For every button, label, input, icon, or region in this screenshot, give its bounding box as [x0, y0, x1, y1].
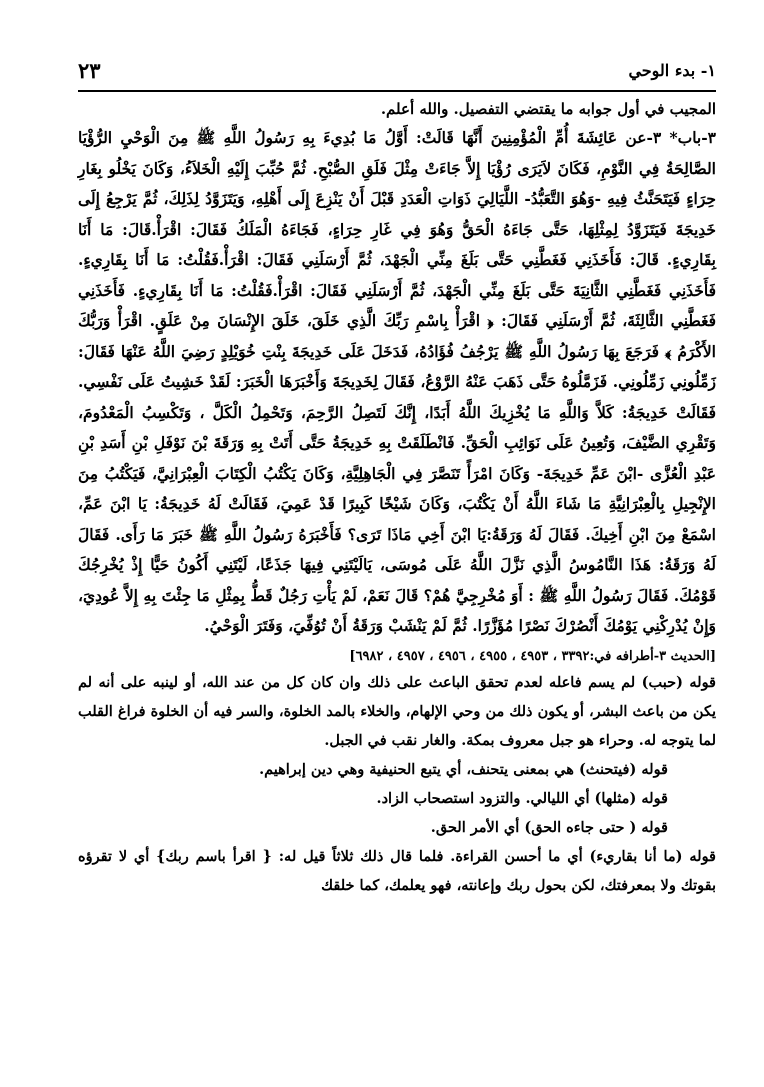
- commentary-label: قوله: [689, 847, 716, 865]
- commentary-label: قوله: [641, 760, 668, 778]
- commentary-paragraph: [78, 784, 716, 813]
- commentary-text: (مثلها) أي الليالي. والتزود استصحاب الزاد.: [376, 789, 642, 807]
- running-title: ١- بدء الوحي: [628, 60, 716, 80]
- intro-line: المجيب في أول جوابه ما يقتضي التفصيل. والله أعلم.: [380, 100, 716, 118]
- commentary-text: (فيتحنث) هي بمعنى يتحنف، أي يتبع الحنيفية وهي دين إبراهيم.: [259, 760, 642, 778]
- commentary-label: قوله: [689, 673, 716, 691]
- commentary-text: (ما أنا بقاريء) أي ما أحسن القراءة. فلما قال ذلك ثلاثاً قيل له: { اقرأ باسم ربك} أي لا تقرؤه بقوتك ولا بمعرفتك، لكن بحول ربك وإعانته، فهو يعلمك، كما خلقك: [78, 847, 716, 894]
- commentary-text: ( حتى جاءه الحق) أي الأمر الحق.: [430, 818, 642, 836]
- hadith-text: ٣-باب* ٣-عن عَائِشَةَ أُمِّ الْمُؤْمِنِينَ أَنَّهَا قَالَتْ: أَوَّلُ مَا بُدِيءَ بِهِ رَسُولُ اللَّهِ ﷺ مِنَ الْوَحْيِ الرُّؤْيَا الصَّالِحَةُ فِي النَّوْمِ، فَكَانَ لاَيَرَى رُؤْيَا إِلاَّ جَاءَتْ مِثْلَ فَلَقِ الصُّبْحِ. ثُمَّ حُبِّبَ إِلَيْهِ الْخَلاَءُ، وَكَانَ يَخْلُو بِغَارِ حِرَاءٍ فَيَتَحَنَّثُ فِيهِ -وَهُوَ التَّعَبُّدُ- اللَّيَالِيَ ذَوَاتِ الْعَدَدِ قَبْلَ أَنْ يَنْزِعَ إِلَى أَهْلِهِ، وَيَتَزَوَّدُ لِذَلِكَ، ثُمَّ يَرْجِعُ إِلَى خَدِيجَةَ فَيَتَزَوَّدُ لِمِثْلِهَا، حَتَّى جَاءَهُ الْحَقُّ وَهُوَ فِي غَارِ حِرَاءٍ، فَجَاءَهُ الْمَلَكُ فَقَالَ: اقْرَأْ.قَالَ: مَا أَنَا بِقَارِيءٍ. قَالَ: فَأَخَذَنِي فَغَطَّنِي حَتَّى بَلَغَ مِنِّي الْجَهْدَ، ثُمَّ أَرْسَلَنِي فَقَالَ: اقْرَأْ.فَقُلْتُ: مَا أَنَا بِقَارِيءٍ. فَأَخَذَنِي فَغَطَّنِي الثَّانِيَةَ حَتَّى بَلَغَ مِنِّي الْجَهْدَ، ثُمَّ أَرْسَلَنِي فَقَالَ: اقْرَأْ.فَقُلْتُ: مَا أَنَا بِقَارِيءٍ. فَأَخَذَنِي فَغَطَّنِي الثَّالِثَةَ، ثُمَّ أَرْسَلَنِي فَقَالَ: ﴿ اقْرَأْ بِاسْمِ رَبِّكَ الَّذِي خَلَقَ، خَلَقَ الإِنْسَانَ مِنْ عَلَقٍ. اقْرَأْ وَرَبُّكَ الأَكْرَمُ ﴾ فَرَجَعَ بِهَا رَسُولُ اللَّهِ ﷺ يَرْجُفُ فُؤَادُهُ، فَدَخَلَ عَلَى خَدِيجَةَ بِنْتِ خُوَيْلِدٍ رَضِيَ اللَّهُ عَنْهَا فَقَالَ: زَمِّلُونِي زَمِّلُونِي. فَزَمَّلُوهُ حَتَّى ذَهَبَ عَنْهُ الرَّوْعُ، فَقَالَ لِخَدِيجَةَ وَأَخْبَرَهَا الْخَبَرَ: لَقَدْ خَشِيتُ عَلَى نَفْسِي. فَقَالَتْ خَدِيجَةُ: كَلاَّ وَاللَّهِ مَا يُخْزِيكَ اللَّهُ أَبَدًا، إِنَّكَ لَتَصِلُ الرَّحِمَ، وَتَحْمِلُ الْكَلَّ ، وَتَكْسِبُ الْمَعْدُومَ، وَتَقْرِي الضَّيْفَ، وَتُعِينُ عَلَى نَوَائِبِ الْحَقِّ. فَانْطَلَقَتْ بِهِ خَدِيجَةُ حَتَّى أَتَتْ بِهِ وَرَقَةَ بْنَ نَوْفَلِ بْنِ أَسَدِ بْنِ عَبْدِ الْعُزَّى -ابْنَ عَمِّ خَدِيجَةَ- وَكَانَ امْرَأً تَنَصَّرَ فِي الْجَاهِلِيَّةِ، وَكَانَ يَكْتُبُ الْكِتَابَ الْعِبْرَانِيَّ، فَيَكْتُبُ مِنَ الإِنْجِيلِ بِالْعِبْرَانِيَّةِ مَا شَاءَ اللَّهُ أَنْ يَكْتُبَ، وَكَانَ شَيْخًا كَبِيرًا قَدْ عَمِيَ، فَقَالَتْ لَهُ خَدِيجَةُ: يَا ابْنَ عَمِّ، اسْمَعْ مِنَ ابْنِ أَخِيكَ. فَقَالَ لَهُ وَرَقَةُ:يَا ابْنَ أَخِي مَاذَا تَرَى؟ فَأَخْبَرَهُ رَسُولُ اللَّهِ ﷺ خَبَرَ مَا رَأَى. فَقَالَ لَهُ وَرَقَةُ: هَذَا النَّامُوسُ الَّذِي نَزَّلَ اللَّهُ عَلَى مُوسَى، يَالَيْتَنِي فِيهَا جَذَعًا، لَيْتَنِي أَكُونُ حَيًّا إِذْ يُخْرِجُكَ قَوْمُكَ. فَقَالَ رَسُولُ اللَّهِ ﷺ : أَوَ مُخْرِجِيَّ هُمْ؟ قَالَ نَعَمْ، لَمْ يَأْتِ رَجُلٌ قَطُّ بِمِثْلِ مَا جِئْتَ بِهِ إِلاَّ عُودِيَ، وَإِنْ يُدْرِكْنِي يَوْمُكَ أَنْصُرْكَ نَصْرًا مُؤَزَّرًا. ثُمَّ لَمْ يَنْشَبْ وَرَقَةُ أَنْ تُوُفِّيَ، وَفَتَرَ الْوَحْيُ.: [78, 128, 716, 635]
- commentary-paragraph: [78, 755, 716, 784]
- page-header: [78, 50, 716, 92]
- page-content: [78, 96, 716, 900]
- commentary-label: قوله: [641, 789, 668, 807]
- commentary-paragraph: [78, 842, 716, 900]
- commentary-paragraph: [78, 813, 716, 842]
- commentary-label: قوله: [641, 818, 668, 836]
- commentary-paragraph: [78, 668, 716, 755]
- hadith-references: [الحديث ٣-أطرافه في:٣٣٩٢ ، ٤٩٥٣ ، ٤٩٥٥ ، ٤٩٥٦ ، ٤٩٥٧ ، ٦٩٨٢]: [349, 648, 716, 664]
- commentary-text: (حبب) لم يسم فاعله لعدم تحقق الباعث على ذلك وان كان كل من عند الله، أو لينبه على أنه لم يكن من باعث البشر، أو يكون ذلك من وحي الإلهام، والخلاء بالمد الخلوة، والسر فيه أن الخلوة فراغ القلب لما يتوجه له. وحراء هو جبل معروف بمكة. والغار نقب في الجبل.: [78, 673, 716, 749]
- page-number: ٢٣: [78, 57, 101, 83]
